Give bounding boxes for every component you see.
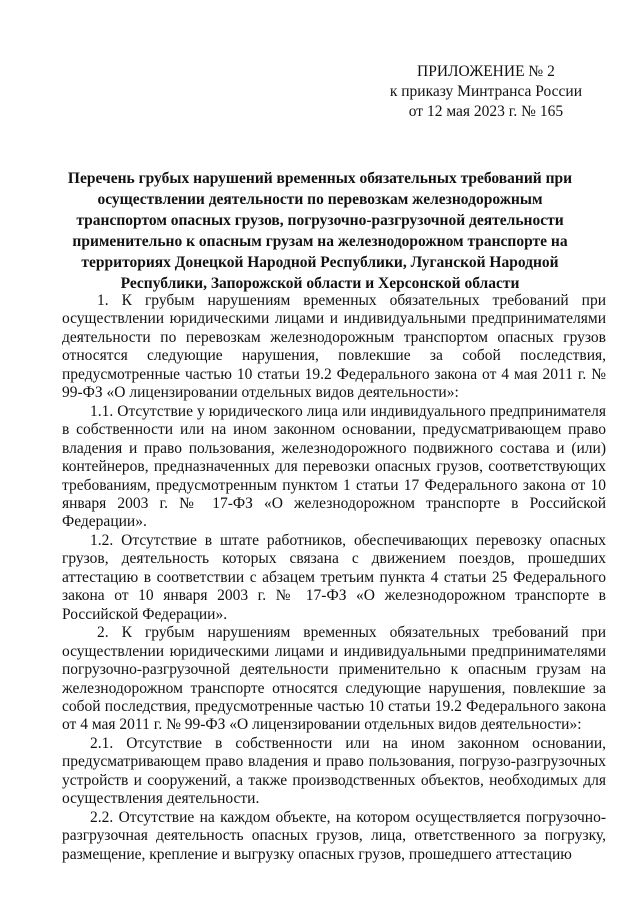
document-title: Перечень грубых нарушений временных обязательных требований при осуществлении деятельности по перевозкам железнодорожным транспортом опасных грузов, погрузочно-разгрузочной деятельности применительно к опасным грузам на железнодорожном транспорте на территориях Донецкой Народной Республики, Луганской Народной Республики, Запорожской области и Херсонской области — [67, 170, 573, 292]
paragraph-1: 1. К грубым нарушениям временных обязательных требований при осуществлении юридическими лицами и индивидуальными предпринимателями деятельности по перевозкам железнодорожным транспортом опасных грузов относятся следующие нарушения, повлекшие за собой последствия, предусмотренные частью 10 статьи 19.2 Федерального закона от 4 мая 2011 г. № 99-ФЗ «О лицензировании отдельных видов деятельности»: — [62, 292, 606, 402]
appendix-order: к приказу Минтранса России — [389, 83, 582, 100]
paragraph-2-1: 2.1. Отсутствие в собственности или на ином законном основании, предусматривающем право владения и право пользования, погрузо-разгрузочных устройств и сооружений, а также производственных объектов, необходимых для осуществления деятельности. — [62, 734, 606, 808]
paragraph-2-2: 2.2. Отсутствие на каждом объекте, на котором осуществляется погрузочно-разгрузочная деятельность опасных грузов, лица, ответственного за погрузку, размещение, крепление и выгрузку опасных грузов, прошедшего аттестацию — [62, 808, 606, 863]
appendix-header — [390, 62, 582, 122]
appendix-number: ПРИЛОЖЕНИЕ № 2 — [417, 63, 555, 80]
paragraph-1-1: 1.1. Отсутствие у юридического лица или индивидуального предпринимателя в собственности или на ином законном основании, предусматривающем право владения и право пользования, железнодорожного подвижного состава и (или) контейнеров, предназначенных для перевозки опасных грузов, соответствующих требованиям, предусмотренным пунктом 1 статьи 17 Федерального закона от 10 января 2003 г. № 17-ФЗ «О железнодорожном транспорте в Российской Федерации». — [62, 402, 606, 531]
paragraph-1-2: 1.2. Отсутствие в штате работников, обеспечивающих перевозку опасных грузов, деятельность которых связана с движением поездов, прошедших аттестацию в соответствии с абзацем третьим пункта 4 статьи 25 Федерального закона от 10 января 2003 г. № 17-ФЗ «О железнодорожном транспорте в Российской Федерации». — [62, 531, 606, 623]
document-body — [62, 292, 606, 864]
paragraph-2: 2. К грубым нарушениям временных обязательных требований при осуществлении юридическими лицами и индивидуальными предпринимателями погрузочно-разгрузочной деятельности применительно к опасным грузам на железнодорожном транспорте относятся следующие нарушения, повлекшие за собой последствия, предусмотренные частью 10 статьи 19.2 Федерального закона от 4 мая 2011 г. № 99-ФЗ «О лицензировании отдельных видов деятельности»: — [62, 624, 606, 734]
appendix-date: от 12 мая 2023 г. № 165 — [408, 103, 564, 120]
